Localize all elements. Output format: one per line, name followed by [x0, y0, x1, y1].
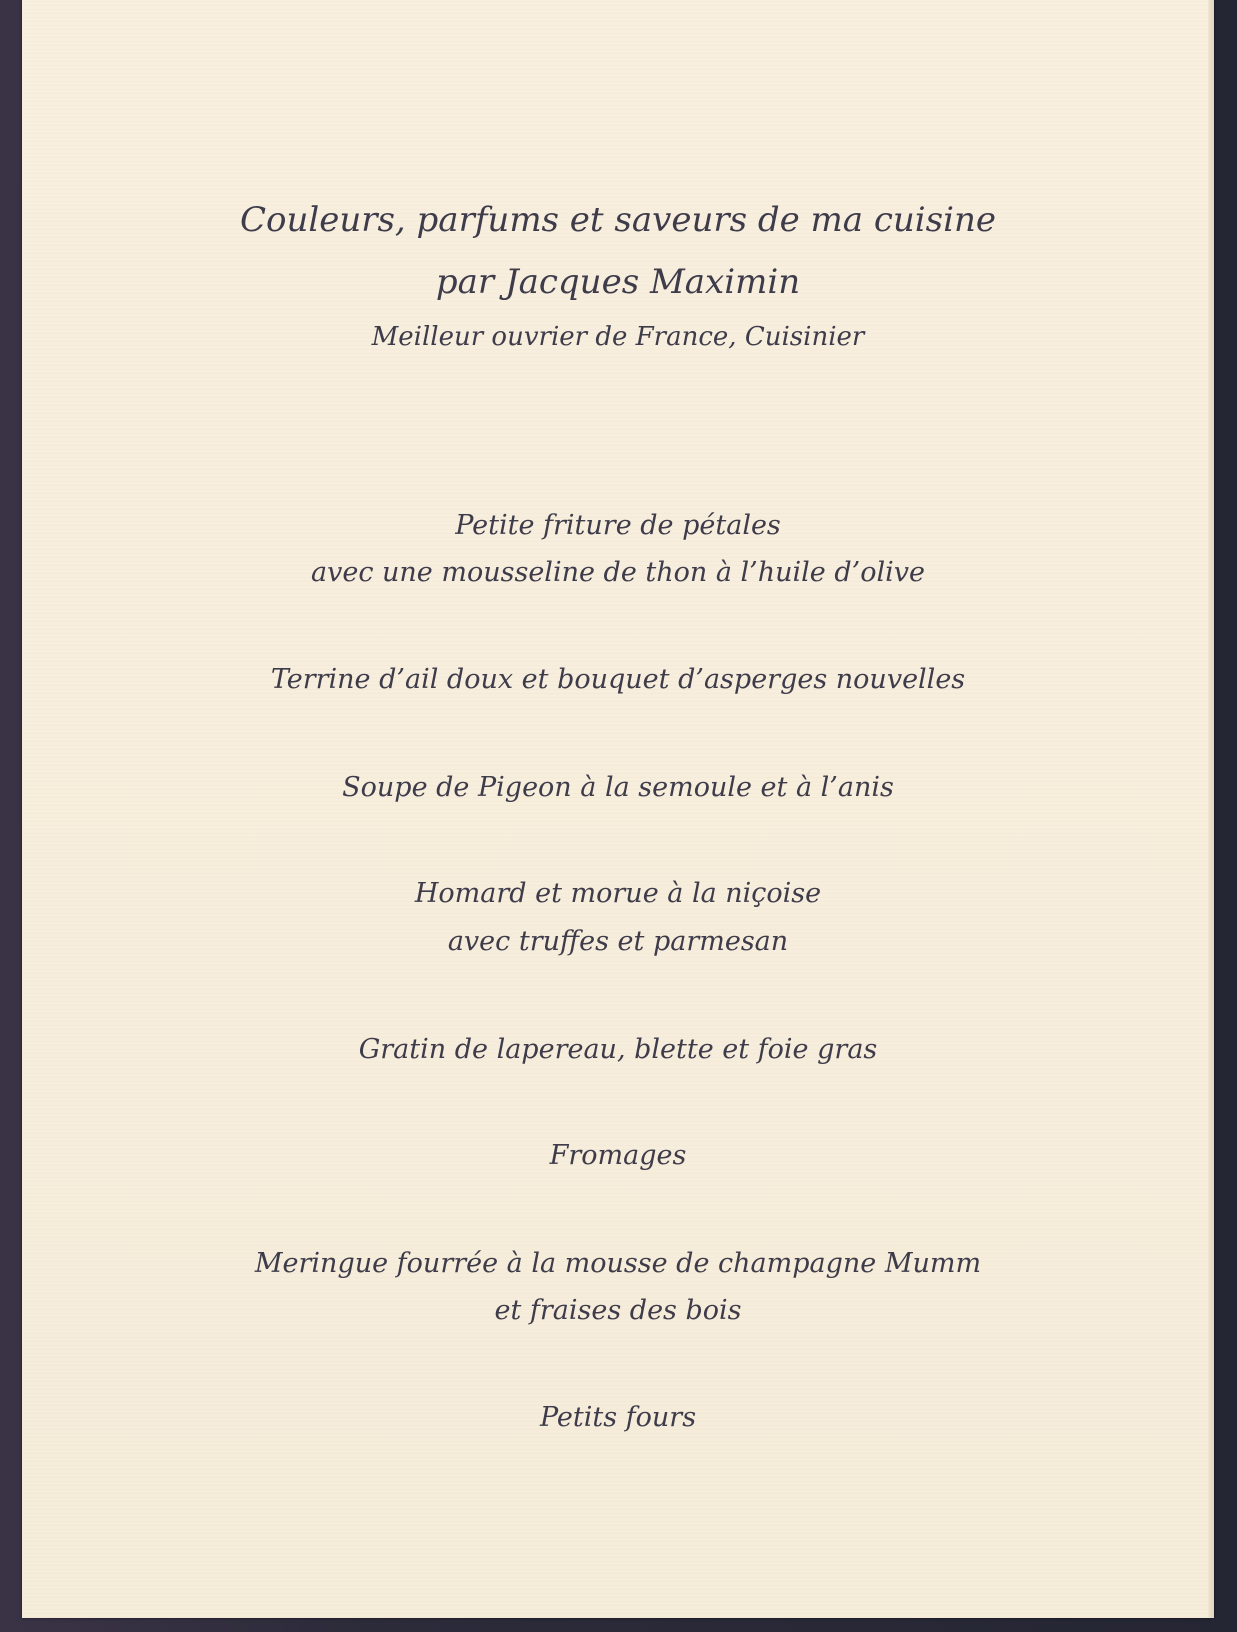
menu-author: par Jacques Maximin — [435, 262, 801, 302]
menu-item: Gratin de lapereau, blette et foie gras — [358, 1034, 878, 1065]
menu-item: Soupe de Pigeon à la semoule et à l’anis — [342, 772, 894, 803]
menu-item: avec truffes et parmesan — [447, 926, 789, 957]
menu-item: Homard et morue à la niçoise — [414, 878, 822, 909]
menu-subtitle: Meilleur ouvrier de France, Cuisinier — [371, 322, 865, 352]
menu-card — [22, 0, 1214, 1618]
menu-item: Fromages — [549, 1140, 687, 1171]
menu-title: Couleurs, parfums et saveurs de ma cuisine — [239, 200, 997, 240]
paper-edge — [1208, 0, 1214, 1618]
menu-item: Meringue fourrée à la mousse de champagne Mumm — [254, 1248, 982, 1279]
menu-item: Petits fours — [539, 1402, 697, 1433]
menu-item: et fraises des bois — [494, 1295, 742, 1326]
menu-item: avec une mousseline de thon à l’huile d’olive — [311, 557, 925, 588]
menu-item: Petite friture de pétales — [455, 510, 781, 541]
menu-item: Terrine d’ail doux et bouquet d’asperges nouvelles — [270, 664, 966, 695]
